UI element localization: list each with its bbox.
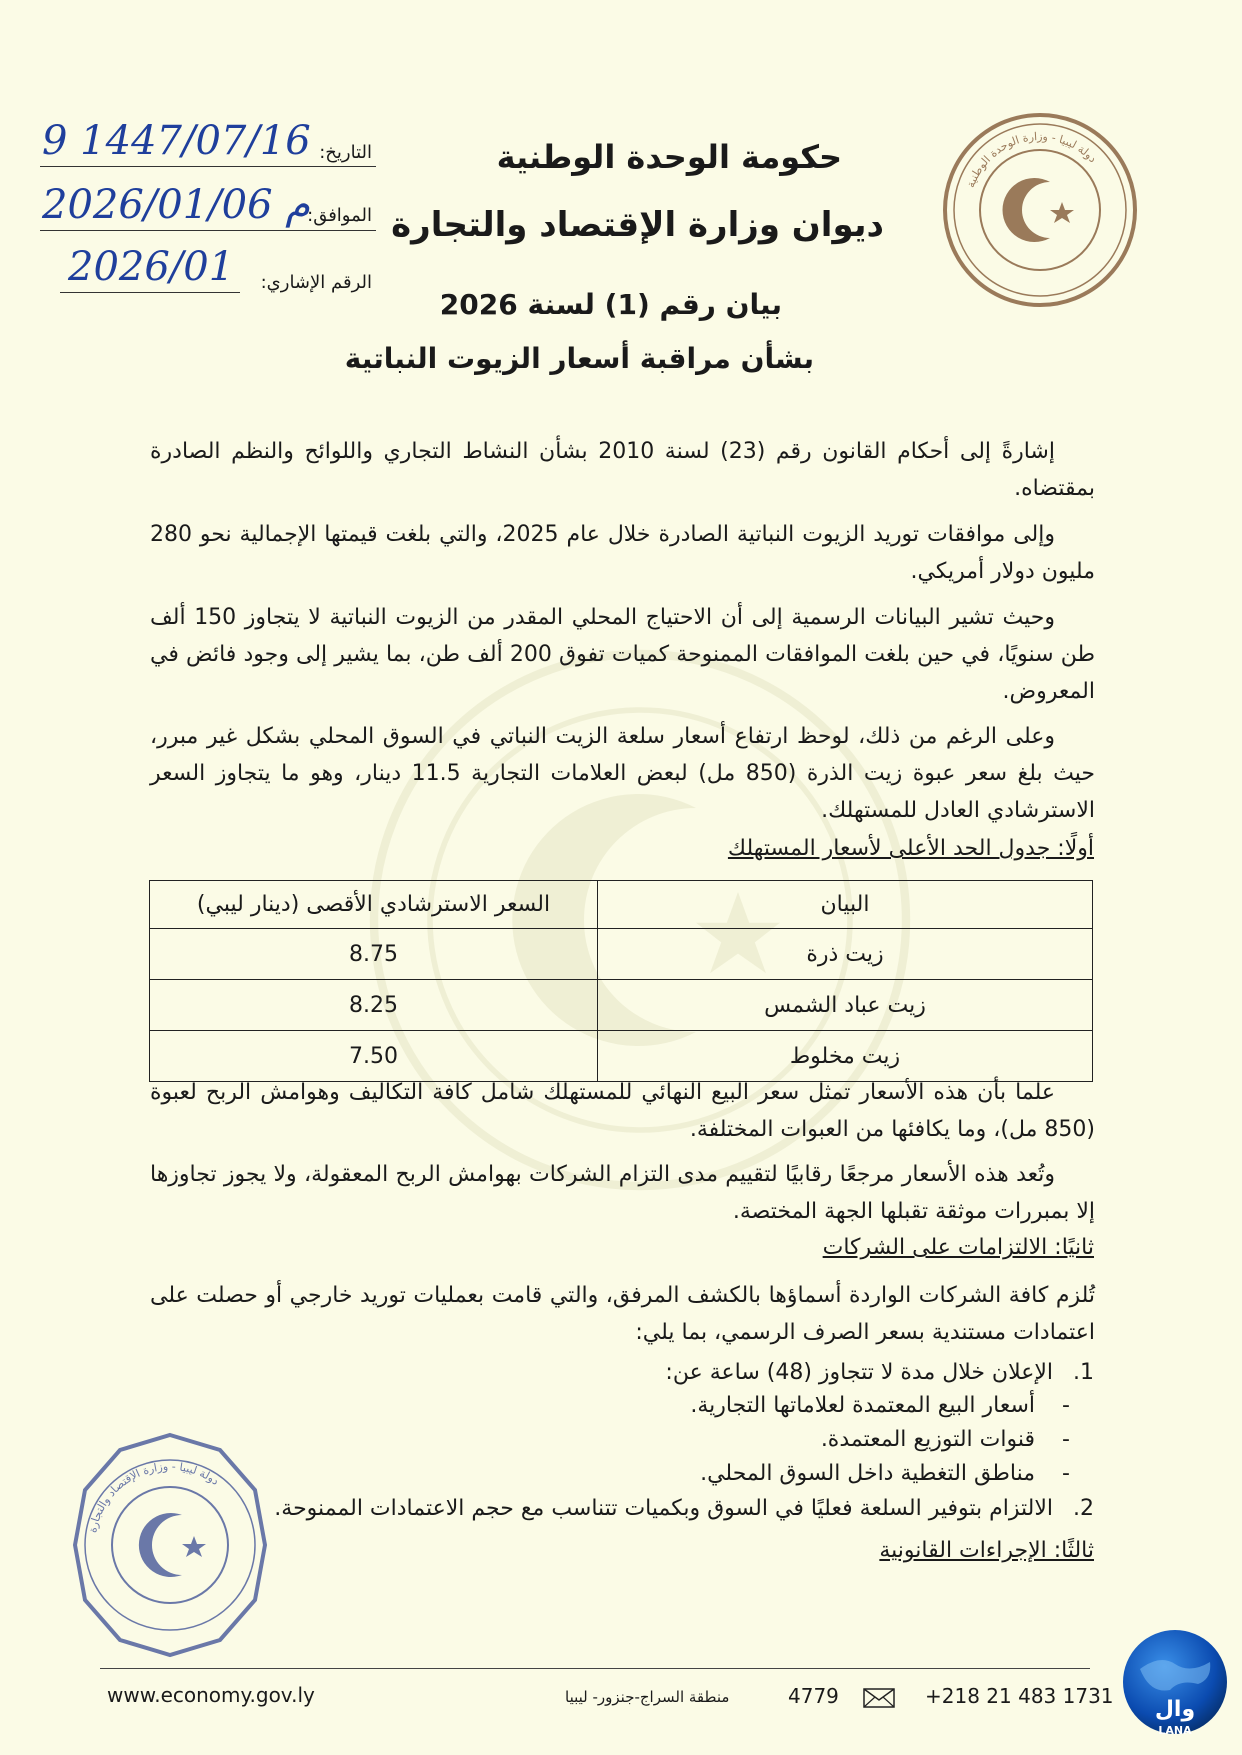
section-third-heading: ثالثًا: الإجراءات القانونية <box>879 1538 1094 1563</box>
footer-phone: +218 21 483 1731 <box>925 1684 1114 1708</box>
corresponding-value: م 2026/01/06 <box>42 182 311 228</box>
price-table <box>149 880 1093 1082</box>
footer-pobox: 4779 <box>788 1684 839 1708</box>
table-cell-price: 8.25 <box>150 980 598 1031</box>
obligation-bullet: - قنوات التوزيع المعتمدة. <box>820 1427 1070 1452</box>
lana-arabic-label: وال <box>1154 1697 1196 1722</box>
section-second-heading: ثانيًا: الالتزامات على الشركات <box>822 1235 1094 1260</box>
table-header-item: البيان <box>598 881 1093 929</box>
obligation-number-2: 2. <box>1073 1496 1094 1521</box>
obligation-bullet: - أسعار البيع المعتمدة لعلاماتها التجارية. <box>690 1393 1070 1418</box>
statement-number: بيان رقم (1) لسنة 2026 <box>439 288 782 321</box>
footer-divider <box>100 1668 1090 1669</box>
reference-value: 2026/01 <box>68 244 235 290</box>
section-first-heading: أولًا: جدول الحد الأعلى لأسعار المستهلك <box>727 836 1094 861</box>
table-row <box>150 929 1093 980</box>
seal-top-text: دولة ليبيا - وزارة الوحدة الوطنية <box>963 129 1100 190</box>
bullet-text: مناطق التغطية داخل السوق المحلي. <box>700 1461 1035 1486</box>
date-value: 9 1447/07/16 <box>42 118 311 164</box>
date-label: التاريخ: <box>319 142 372 163</box>
paragraph-3: وحيث تشير البيانات الرسمية إلى أن الاحتياج المحلي المقدر من الزيوت النباتية لا يتجاوز 150 ألف طن سنويًا، في حين بلغت الموافقات الممنوحة كميات تفوق 200 ألف طن، بما يشير إلى وجود فائض في المعروض. <box>150 605 1095 704</box>
table-cell-item: زيت مخلوط <box>598 1031 1093 1082</box>
table-cell-price: 7.50 <box>150 1031 598 1082</box>
paragraph-1: إشارةً إلى أحكام القانون رقم (23) لسنة 2010 بشأن النشاط التجاري واللوائح والنظم الصادرة بمقتضاه. <box>150 439 1095 501</box>
obligation-bullet: - مناطق التغطية داخل السوق المحلي. <box>700 1461 1070 1486</box>
obligation-item-1 <box>665 1360 1094 1385</box>
obligation-text-2: الالتزام بتوفير السلعة فعليًا في السوق وبكميات تتناسب مع حجم الاعتمادات الممنوحة. <box>274 1496 1053 1521</box>
footer-address: منطقة السراج-جنزور- ليبيا <box>565 1688 730 1706</box>
seal-bottom-text: دولة ليبيا - وزارة الإقتصاد والتجارة <box>86 1459 222 1534</box>
mail-icon <box>863 1688 895 1708</box>
corresponding-label: الموافق: <box>307 205 372 226</box>
statement-subject: بشأن مراقبة أسعار الزيوت النباتية <box>344 342 814 375</box>
ministry-seal-bottom <box>70 1430 270 1660</box>
table-cell-item: زيت عباد الشمس <box>598 980 1093 1031</box>
obligation-text-1: الإعلان خلال مدة لا تتجاوز (48) ساعة عن: <box>665 1360 1053 1385</box>
table-row <box>150 980 1093 1031</box>
obligation-item-2 <box>274 1496 1094 1521</box>
reference-label: الرقم الإشاري: <box>260 272 372 293</box>
lana-label: LANA <box>1158 1724 1192 1737</box>
footer-website-link[interactable]: www.economy.gov.ly <box>107 1683 315 1707</box>
date-underline <box>40 166 376 167</box>
lana-logo-icon <box>1120 1624 1230 1744</box>
ministry-seal-top <box>940 110 1140 310</box>
paragraph-4: وعلى الرغم من ذلك، لوحظ ارتفاع أسعار سلعة الزيت النباتي في السوق المحلي بشكل غير مبرر، حيث بلغ سعر عبوة زيت الذرة (850 مل) لبعض العلامات التجارية 11.5 دينار، وهو ما يتجاوز السعر الاسترشادي العادل للمستهلك. <box>150 724 1095 823</box>
table-header-row <box>150 881 1093 929</box>
reference-underline <box>60 292 240 293</box>
corresponding-underline <box>40 230 376 231</box>
table-cell-price: 8.75 <box>150 929 598 980</box>
bullet-text: قنوات التوزيع المعتمدة. <box>820 1427 1035 1452</box>
paragraph-2: وإلى موافقات توريد الزيوت النباتية الصادرة خلال عام 2025، والتي بلغت قيمتها الإجمالية نحو 280 مليون دولار أمريكي. <box>150 522 1095 584</box>
government-title: حكومة الوحدة الوطنية <box>496 138 842 176</box>
paragraph-7: تُلزم كافة الشركات الواردة أسماؤها بالكشف المرفق، والتي قامت بعمليات توريد خارجي أو حصلت على اعتمادات مستندية بسعر الصرف الرسمي، بما يلي: <box>150 1283 1095 1345</box>
obligation-number-1: 1. <box>1073 1360 1094 1385</box>
table-header-price: السعر الاسترشادي الأقصى (دينار ليبي) <box>150 881 598 929</box>
ministry-title: ديوان وزارة الإقتصاد والتجارة <box>391 205 884 245</box>
bullet-text: أسعار البيع المعتمدة لعلاماتها التجارية. <box>690 1393 1035 1418</box>
paragraph-6: وتُعد هذه الأسعار مرجعًا رقابيًا لتقييم مدى التزام الشركات بهوامش الربح المعقولة، ولا يجوز تجاوزها إلا بمبررات موثقة تقبلها الجهة المختصة. <box>150 1162 1095 1224</box>
paragraph-5: علما بأن هذه الأسعار تمثل سعر البيع النهائي للمستهلك شامل كافة التكاليف وهوامش الربح لعبوة (850 مل)، وما يكافئها من العبوات المختلفة. <box>150 1080 1095 1142</box>
table-cell-item: زيت ذرة <box>598 929 1093 980</box>
